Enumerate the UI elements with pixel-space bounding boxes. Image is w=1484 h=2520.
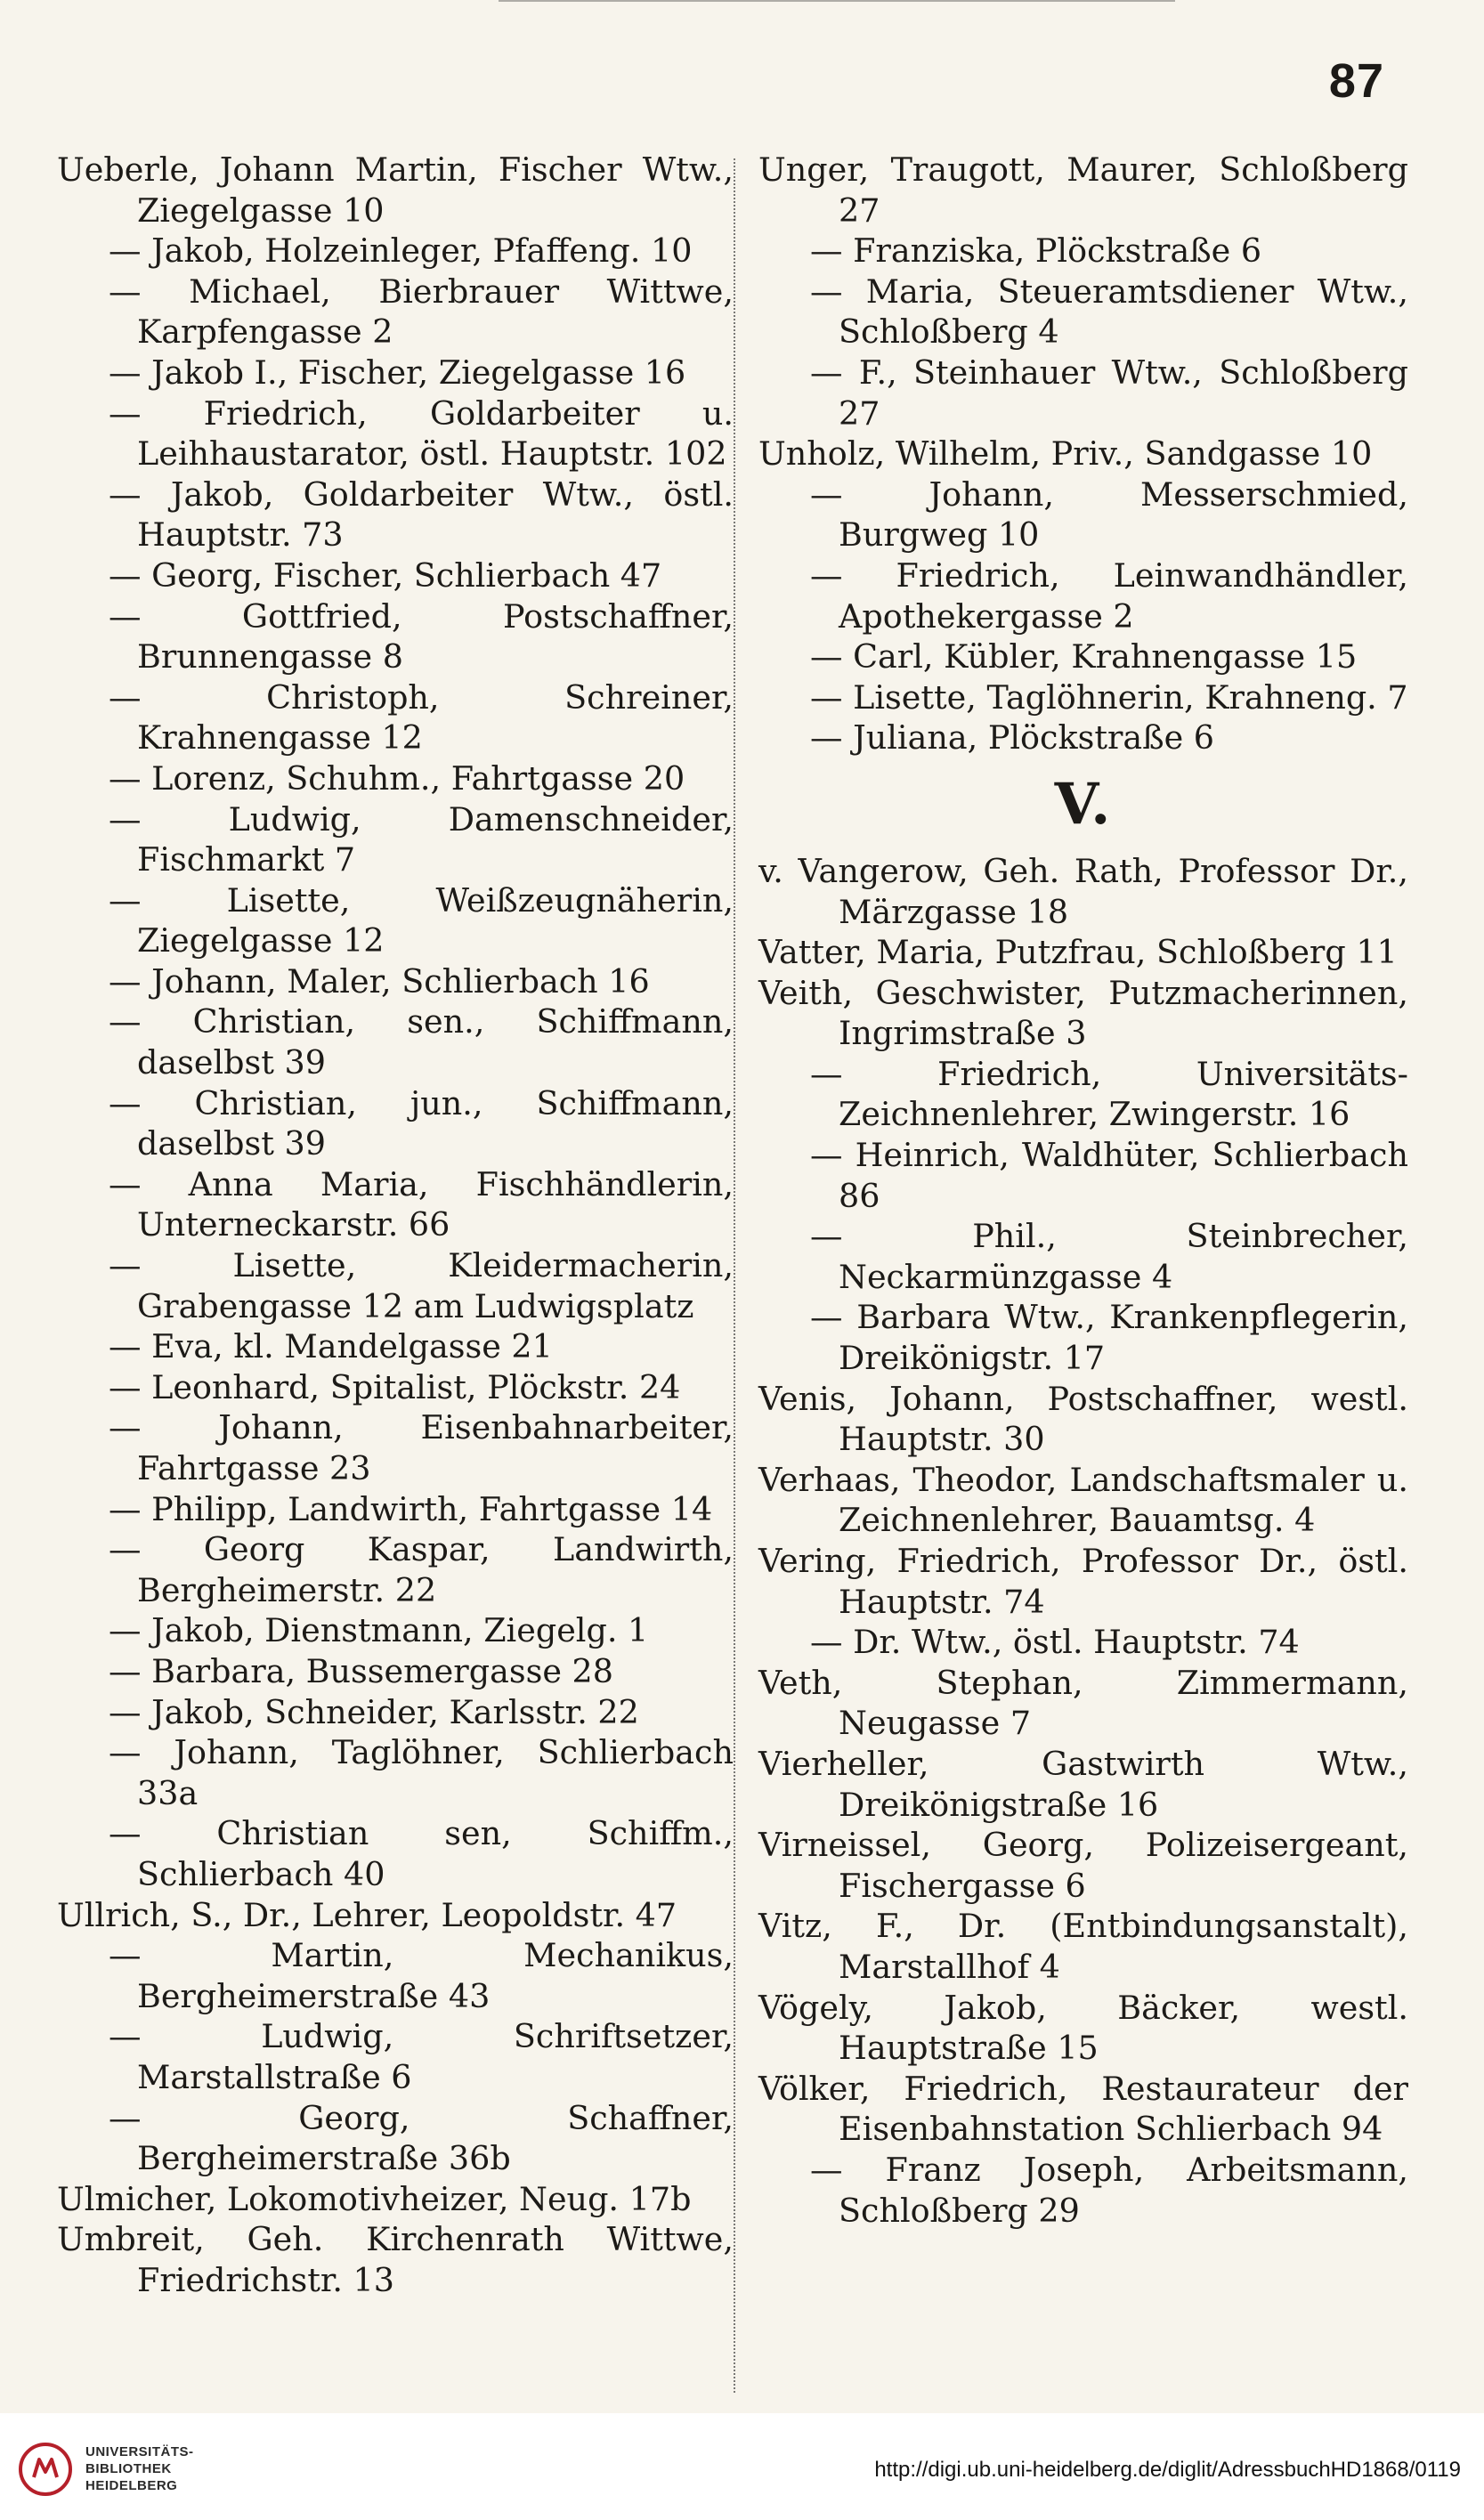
directory-entry: Venis, Johann, Postschaffner, westl. Hauptstr. 30 xyxy=(758,1379,1408,1459)
directory-subentry: — Franz Joseph, Arbeitsmann, Schloßberg 29 xyxy=(810,2150,1408,2230)
directory-subentry: — Christian, jun., Schiffmann, daselbst 39 xyxy=(109,1083,734,1163)
directory-subentry: — Barbara Wtw., Krankenpflegerin, Dreikönigstr. 17 xyxy=(810,1298,1408,1378)
source-url[interactable]: http://digi.ub.uni-heidelberg.de/diglit/AdressbuchHD1868/0119 xyxy=(874,2458,1461,2482)
directory-subentry: — Christian sen, Schiffm., Schlierbach 40 xyxy=(109,1814,734,1893)
library-line-2: BIBLIOTHEK xyxy=(85,2461,172,2476)
directory-entry: Ullrich, S., Dr., Lehrer, Leopoldstr. 47 xyxy=(57,1895,677,1934)
directory-subentry: — Friedrich, Goldarbeiter u. Leihhaustarator, östl. Hauptstr. 102 xyxy=(109,393,734,474)
directory-subentry: — Barbara, Bussemergasse 28 xyxy=(109,1651,613,1690)
directory-entry: Veith, Geschwister, Putzmacherinnen, Ingrimstraße 3 xyxy=(758,973,1408,1053)
directory-entry: Vatter, Maria, Putzfrau, Schloßberg 11 xyxy=(758,933,1398,972)
directory-subentry: — Georg, Fischer, Schlierbach 47 xyxy=(109,555,662,595)
directory-subentry: — Lorenz, Schuhm., Fahrtgasse 20 xyxy=(109,758,685,798)
directory-entry: Vitz, F., Dr. (Entbindungsanstalt), Marstallhof 4 xyxy=(758,1907,1408,1986)
directory-entry: Unger, Traugott, Maurer, Schloßberg 27 xyxy=(758,150,1408,230)
directory-subentry: — Lisette, Kleidermacherin, Grabengasse 12 am Ludwigsplatz xyxy=(109,1246,734,1325)
left-column xyxy=(57,150,734,2300)
directory-subentry: — Jakob I., Fischer, Ziegelgasse 16 xyxy=(109,352,686,392)
top-rule xyxy=(499,0,1175,7)
directory-subentry: — Leonhard, Spitalist, Plöckstr. 24 xyxy=(109,1367,681,1406)
directory-subentry: — Jakob, Schneider, Karlsstr. 22 xyxy=(109,1692,639,1731)
page-number: 87 xyxy=(1328,54,1384,108)
directory-subentry: — Jakob, Dienstmann, Ziegelg. 1 xyxy=(109,1611,649,1650)
directory-entry: Vering, Friedrich, Professor Dr., östl. Hauptstr. 74 xyxy=(758,1542,1408,1621)
right-column xyxy=(758,150,1408,2231)
directory-subentry: — Franziska, Plöckstraße 6 xyxy=(810,231,1262,271)
directory-entry: Umbreit, Geh. Kirchenrath Wittwe, Friedrichstr. 13 xyxy=(57,2220,734,2299)
directory-entry: v. Vangerow, Geh. Rath, Professor Dr., Märzgasse 18 xyxy=(758,851,1408,931)
directory-subentry: — Anna Maria, Fischhändlerin, Unterneckarstr. 66 xyxy=(109,1164,734,1244)
right-column-bottom-entries xyxy=(758,851,1408,2231)
right-column-top-entries xyxy=(758,150,1408,758)
directory-subentry: — Lisette, Taglöhnerin, Krahneng. 7 xyxy=(810,677,1408,717)
directory-entry: Verhaas, Theodor, Landschaftsmaler u. Zeichnenlehrer, Bauamtsg. 4 xyxy=(758,1460,1408,1540)
directory-subentry: — Carl, Kübler, Krahnengasse 15 xyxy=(810,637,1358,677)
directory-subentry: — Georg Kaspar, Landwirth, Bergheimerstr. 22 xyxy=(109,1530,734,1609)
library-line-1: UNIVERSITÄTS- xyxy=(85,2444,194,2459)
library-line-3: HEIDELBERG xyxy=(85,2478,178,2493)
directory-subentry: — Phil., Steinbrecher, Neckarmünzgasse 4 xyxy=(810,1217,1408,1296)
directory-subentry: — Johann, Messerschmied, Burgweg 10 xyxy=(810,474,1408,555)
directory-entry: Völker, Friedrich, Restaurateur der Eisenbahnstation Schlierbach 94 xyxy=(758,2069,1408,2149)
directory-subentry: — Friedrich, Universitäts-Zeichnenlehrer, Zwingerstr. 16 xyxy=(810,1054,1408,1134)
directory-subentry: — Martin, Mechanikus, Bergheimerstraße 43 xyxy=(109,1936,734,2015)
directory-subentry: — Michael, Bierbrauer Wittwe, Karpfengasse 2 xyxy=(109,271,734,352)
directory-subentry: — Jakob, Holzeinleger, Pfaffeng. 10 xyxy=(109,231,693,271)
directory-entry: Vierheller, Gastwirth Wtw., Dreikönigstraße 16 xyxy=(758,1744,1408,1824)
directory-subentry: — Juliana, Plöckstraße 6 xyxy=(810,718,1215,758)
directory-subentry: — Christoph, Schreiner, Krahnengasse 12 xyxy=(109,677,734,758)
directory-entry: Ulmicher, Lokomotivheizer, Neug. 17b xyxy=(57,2179,692,2218)
university-seal-icon xyxy=(18,2442,73,2497)
directory-subentry: — Georg, Schaffner, Bergheimerstraße 36b xyxy=(109,2098,734,2178)
directory-entry: Veth, Stephan, Zimmermann, Neugasse 7 xyxy=(758,1663,1408,1743)
directory-subentry: — F., Steinhauer Wtw., Schloßberg 27 xyxy=(810,352,1408,433)
section-heading: V. xyxy=(1054,770,1113,838)
directory-subentry: — Lisette, Weißzeugnäherin, Ziegelgasse 12 xyxy=(109,880,734,960)
directory-subentry: — Johann, Maler, Schlierbach 16 xyxy=(109,961,650,1001)
directory-subentry: — Jakob, Goldarbeiter Wtw., östl. Hauptstr. 73 xyxy=(109,474,734,555)
directory-subentry: — Heinrich, Waldhüter, Schlierbach 86 xyxy=(810,1136,1408,1215)
directory-subentry: — Philipp, Landwirth, Fahrtgasse 14 xyxy=(109,1489,713,1528)
directory-subentry: — Dr. Wtw., östl. Hauptstr. 74 xyxy=(810,1623,1300,1662)
directory-entry: Ueberle, Johann Martin, Fischer Wtw., Ziegelgasse 10 xyxy=(57,150,734,230)
directory-entry: Unholz, Wilhelm, Priv., Sandgasse 10 xyxy=(758,434,1373,474)
footer xyxy=(0,2413,1484,2520)
directory-subentry: — Johann, Taglöhner, Schlierbach 33a xyxy=(109,1733,734,1812)
directory-subentry: — Ludwig, Damenschneider, Fischmarkt 7 xyxy=(109,799,734,879)
library-name xyxy=(85,2443,194,2494)
directory-subentry: — Johann, Eisenbahnarbeiter, Fahrtgasse 23 xyxy=(109,1408,734,1487)
directory-subentry: — Eva, kl. Mandelgasse 21 xyxy=(109,1327,553,1366)
directory-subentry: — Christian, sen., Schiffmann, daselbst 39 xyxy=(109,1002,734,1082)
directory-entry: Virneissel, Georg, Polizeisergeant, Fischergasse 6 xyxy=(758,1826,1408,1905)
directory-subentry: — Maria, Steueramtsdiener Wtw., Schloßberg 4 xyxy=(810,271,1408,352)
column-divider xyxy=(734,158,735,2393)
directory-subentry: — Ludwig, Schriftsetzer, Marstallstraße 6 xyxy=(109,2017,734,2096)
directory-subentry: — Gottfried, Postschaffner, Brunnengasse 8 xyxy=(109,596,734,677)
directory-entry: Vögely, Jakob, Bäcker, westl. Hauptstraße 15 xyxy=(758,1988,1408,2068)
directory-subentry: — Friedrich, Leinwandhändler, Apothekergasse 2 xyxy=(810,555,1408,636)
